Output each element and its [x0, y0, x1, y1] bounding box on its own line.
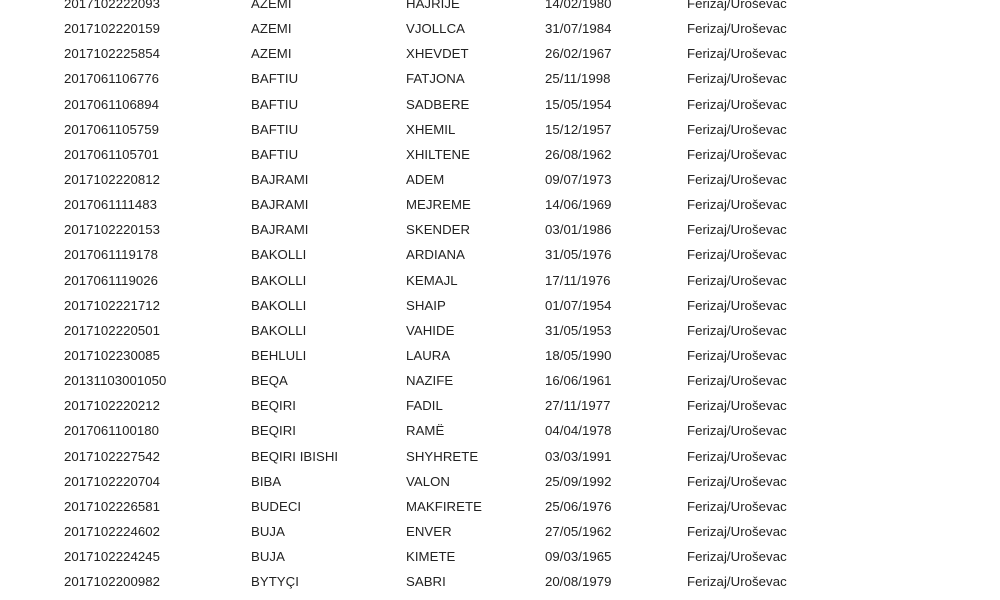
cell-birth-date: 20/08/1979: [545, 574, 612, 590]
cell-birth-date: 26/02/1967: [545, 46, 612, 62]
cell-surname: BUJA: [251, 523, 285, 539]
cell-id-number: 2017061105759: [64, 121, 160, 137]
cell-municipality: Ferizaj/Uroševac: [687, 574, 787, 590]
cell-id-number: 2017102224245: [64, 549, 160, 565]
table-row: [0, 494, 1000, 519]
cell-birth-date: 14/06/1969: [545, 197, 612, 213]
cell-birth-date: 17/11/1976: [545, 272, 611, 288]
cell-municipality: Ferizaj/Uroševac: [687, 71, 787, 87]
cell-id-number: 2017102220812: [64, 171, 160, 187]
cell-municipality: Ferizaj/Uroševac: [687, 46, 787, 62]
cell-first-name: ENVER: [406, 523, 452, 539]
cell-surname: BEQA: [251, 373, 288, 389]
cell-surname: BEQIRI IBISHI: [251, 448, 339, 464]
cell-birth-date: 25/11/1998: [545, 71, 611, 87]
table-row: [0, 418, 1000, 443]
cell-surname: BAKOLLI: [251, 322, 307, 338]
cell-municipality: Ferizaj/Uroševac: [687, 523, 787, 539]
cell-surname: BIBA: [251, 473, 282, 489]
cell-surname: BUJA: [251, 549, 285, 565]
cell-first-name: MEJREME: [406, 197, 471, 213]
table-row: [0, 41, 1000, 66]
cell-first-name: ADEM: [406, 171, 445, 187]
table-row: [0, 92, 1000, 117]
table-row: [0, 142, 1000, 167]
table-row: [0, 343, 1000, 368]
cell-first-name: FATJONA: [406, 71, 465, 87]
cell-birth-date: 03/03/1991: [545, 448, 612, 464]
cell-surname: BAFTIU: [251, 121, 299, 137]
cell-id-number: 2017102226581: [64, 498, 160, 514]
cell-first-name: NAZIFE: [406, 373, 454, 389]
table-row: [0, 167, 1000, 192]
cell-birth-date: 27/11/1977: [545, 398, 611, 414]
cell-id-number: 2017061111483: [64, 197, 158, 213]
cell-surname: BAJRAMI: [251, 171, 309, 187]
cell-birth-date: 03/01/1986: [545, 222, 612, 238]
cell-birth-date: 26/08/1962: [545, 146, 612, 162]
table-row: [0, 544, 1000, 569]
cell-surname: BYTYÇI: [251, 574, 299, 590]
cell-id-number: 2017061119026: [64, 272, 159, 288]
table-row: [0, 117, 1000, 142]
cell-surname: BAFTIU: [251, 71, 299, 87]
cell-birth-date: 31/05/1953: [545, 322, 612, 338]
cell-birth-date: 04/04/1978: [545, 423, 612, 439]
table-row: [0, 0, 1000, 16]
cell-first-name: XHILTENE: [406, 146, 470, 162]
cell-municipality: Ferizaj/Uroševac: [687, 347, 787, 363]
cell-birth-date: 31/05/1976: [545, 247, 612, 263]
cell-id-number: 2017061119178: [64, 247, 159, 263]
cell-first-name: XHEVDET: [406, 46, 469, 62]
cell-municipality: Ferizaj/Uroševac: [687, 272, 787, 288]
cell-id-number: 2017102200982: [64, 574, 160, 590]
cell-municipality: Ferizaj/Uroševac: [687, 398, 787, 414]
cell-id-number: 2017102221712: [64, 297, 160, 313]
cell-birth-date: 09/03/1965: [545, 549, 612, 565]
cell-first-name: KIMETE: [406, 549, 456, 565]
cell-municipality: Ferizaj/Uroševac: [687, 498, 787, 514]
cell-surname: BAFTIU: [251, 146, 299, 162]
cell-birth-date: 25/09/1992: [545, 473, 612, 489]
cell-municipality: Ferizaj/Uroševac: [687, 146, 787, 162]
cell-id-number: 20131103001050: [64, 373, 167, 389]
cell-id-number: 2017102222093: [64, 0, 160, 11]
table-row: [0, 242, 1000, 267]
cell-id-number: 2017102225854: [64, 46, 160, 62]
cell-municipality: Ferizaj/Uroševac: [687, 473, 787, 489]
table-row: [0, 444, 1000, 469]
cell-municipality: Ferizaj/Uroševac: [687, 247, 787, 263]
cell-first-name: XHEMIL: [406, 121, 456, 137]
cell-municipality: Ferizaj/Uroševac: [687, 171, 787, 187]
cell-municipality: Ferizaj/Uroševac: [687, 121, 787, 137]
cell-first-name: SKENDER: [406, 222, 471, 238]
cell-birth-date: 01/07/1954: [545, 297, 612, 313]
cell-surname: BEHLULI: [251, 347, 307, 363]
cell-first-name: ARDIANA: [406, 247, 465, 263]
cell-first-name: SHAIP: [406, 297, 446, 313]
cell-birth-date: 16/06/1961: [545, 373, 612, 389]
cell-surname: BAKOLLI: [251, 297, 307, 313]
cell-first-name: KEMAJL: [406, 272, 458, 288]
cell-surname: AZEMI: [251, 0, 292, 11]
table-row: [0, 217, 1000, 242]
table-row: [0, 192, 1000, 217]
cell-surname: AZEMI: [251, 46, 292, 62]
table-row: [0, 66, 1000, 91]
cell-first-name: SHYHRETE: [406, 448, 479, 464]
cell-first-name: VJOLLCA: [406, 21, 465, 37]
cell-id-number: 2017102220153: [64, 222, 160, 238]
cell-id-number: 2017102220704: [64, 473, 160, 489]
table-row: [0, 16, 1000, 41]
cell-id-number: 2017102220501: [64, 322, 160, 338]
cell-id-number: 2017061105701: [64, 146, 160, 162]
cell-id-number: 2017061106776: [64, 71, 160, 87]
cell-municipality: Ferizaj/Uroševac: [687, 96, 787, 112]
cell-first-name: HAJRIJE: [406, 0, 460, 11]
cell-surname: BAFTIU: [251, 96, 299, 112]
cell-id-number: 2017102220159: [64, 21, 160, 37]
cell-surname: BEQIRI: [251, 398, 297, 414]
cell-id-number: 2017102220212: [64, 398, 160, 414]
cell-first-name: LAURA: [406, 347, 451, 363]
cell-first-name: FADIL: [406, 398, 443, 414]
cell-municipality: Ferizaj/Uroševac: [687, 297, 787, 313]
cell-surname: AZEMI: [251, 21, 292, 37]
cell-surname: BAKOLLI: [251, 247, 307, 263]
cell-municipality: Ferizaj/Uroševac: [687, 0, 787, 11]
cell-surname: BAJRAMI: [251, 222, 309, 238]
cell-municipality: Ferizaj/Uroševac: [687, 197, 787, 213]
table-row: [0, 393, 1000, 418]
cell-municipality: Ferizaj/Uroševac: [687, 21, 787, 37]
cell-first-name: RAMË: [406, 423, 445, 439]
cell-municipality: Ferizaj/Uroševac: [687, 222, 787, 238]
cell-birth-date: 15/12/1957: [545, 121, 612, 137]
cell-municipality: Ferizaj/Uroševac: [687, 322, 787, 338]
cell-first-name: SABRI: [406, 574, 446, 590]
cell-birth-date: 31/07/1984: [545, 21, 612, 37]
table-row: [0, 469, 1000, 494]
cell-id-number: 2017061106894: [64, 96, 160, 112]
table-row: [0, 569, 1000, 594]
cell-municipality: Ferizaj/Uroševac: [687, 373, 787, 389]
cell-municipality: Ferizaj/Uroševac: [687, 549, 787, 565]
cell-id-number: 2017061100180: [64, 423, 160, 439]
table-row: [0, 368, 1000, 393]
cell-first-name: VAHIDE: [406, 322, 455, 338]
table-row: [0, 519, 1000, 544]
cell-first-name: MAKFIRETE: [406, 498, 482, 514]
cell-surname: BAJRAMI: [251, 197, 309, 213]
cell-birth-date: 18/05/1990: [545, 347, 612, 363]
cell-surname: BEQIRI: [251, 423, 297, 439]
cell-first-name: SADBERE: [406, 96, 470, 112]
cell-id-number: 2017102224602: [64, 523, 160, 539]
cell-municipality: Ferizaj/Uroševac: [687, 448, 787, 464]
cell-birth-date: 25/06/1976: [545, 498, 612, 514]
table-row: [0, 268, 1000, 293]
cell-surname: BAKOLLI: [251, 272, 307, 288]
cell-birth-date: 14/02/1980: [545, 0, 612, 11]
cell-birth-date: 09/07/1973: [545, 171, 612, 187]
table-row: [0, 293, 1000, 318]
cell-first-name: VALON: [406, 473, 450, 489]
cell-id-number: 2017102227542: [64, 448, 160, 464]
table-row: [0, 318, 1000, 343]
cell-surname: BUDECI: [251, 498, 302, 514]
cell-birth-date: 15/05/1954: [545, 96, 612, 112]
cell-birth-date: 27/05/1962: [545, 523, 612, 539]
cell-id-number: 2017102230085: [64, 347, 160, 363]
cell-municipality: Ferizaj/Uroševac: [687, 423, 787, 439]
